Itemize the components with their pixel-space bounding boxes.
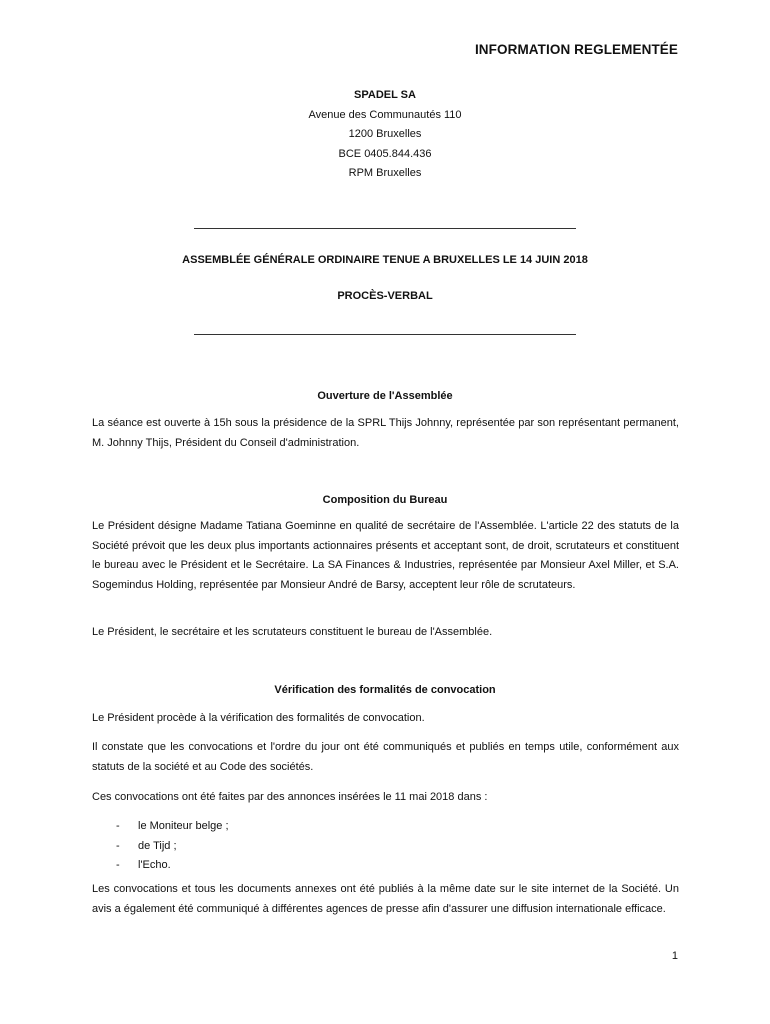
section-title-bureau: Composition du Bureau	[322, 494, 448, 506]
divider-bottom	[194, 334, 576, 335]
company-name: SPADEL SA	[354, 89, 416, 101]
section-title-opening: Ouverture de l'Assemblée	[317, 390, 453, 402]
list-item	[92, 856, 679, 876]
verification-paragraph-4: Les convocations et tous les documents annexes ont été publiés à la même date sur le site internet de la Société. Un avis a également été communiqué à différentes agences de presse afin d'assurer une diffusion internationale efficace.	[92, 883, 679, 915]
list-item	[92, 837, 679, 857]
bullet-dash: -	[116, 820, 120, 832]
list-item-text: de Tijd ;	[138, 839, 177, 852]
bullet-dash: -	[116, 859, 120, 871]
company-street: Avenue des Communautés 110	[308, 108, 462, 121]
opening-paragraph: La séance est ouverte à 15h sous la présidence de la SPRL Thijs Johnny, représentée par son représentant permanent, M. Johnny Thijs, Président du Conseil d'administration.	[92, 417, 679, 449]
verification-paragraph-2: Il constate que les convocations et l'ordre du jour ont été communiqués et publiés en temps utile, conformément aux statuts de la société et au Code des sociétés.	[92, 741, 679, 773]
verification-paragraph-3: Ces convocations ont été faites par des annonces insérées le 11 mai 2018 dans :	[92, 791, 488, 803]
bureau-paragraph-1: Le Président désigne Madame Tatiana Goeminne en qualité de secrétaire de l'Assemblée. L'article 22 des statuts de la Société prévoit que les deux plus importants actionnaires présents et acceptant sont, de droit, scrutateurs et constituent le bureau avec le Président et le Secrétaire. La SA Finances & Industries, représentée par Monsieur Axel Miller, et S.A. Sogemindus Holding, représentée par Monsieur André de Barsy, acceptent leur rôle de scrutateurs.	[92, 520, 679, 591]
company-address-block	[0, 86, 770, 184]
bullet-dash: -	[116, 839, 120, 852]
list-item-text: le Moniteur belge ;	[138, 820, 229, 832]
section-title-verification: Vérification des formalités de convocation	[274, 684, 496, 696]
list-item	[92, 817, 679, 837]
meeting-subtitle: PROCÈS-VERBAL	[337, 290, 433, 302]
bureau-paragraph-2: Le Président, le secrétaire et les scrutateurs constituent le bureau de l'Assemblée.	[92, 626, 493, 638]
company-city: 1200 Bruxelles	[348, 128, 422, 140]
page-number: 1	[671, 950, 678, 962]
newspaper-list	[92, 817, 679, 876]
verification-paragraph-1: Le Président procède à la vérification des formalités de convocation.	[92, 712, 425, 724]
list-item-text: l'Echo.	[138, 859, 171, 871]
regulated-information-label: INFORMATION REGLEMENTÉE	[474, 42, 678, 57]
company-rpm: RPM Bruxelles	[348, 167, 422, 179]
meeting-title: ASSEMBLÉE GÉNÉRALE ORDINAIRE TENUE A BRUXELLES LE 14 JUIN 2018	[182, 254, 588, 266]
company-bce: BCE 0405.844.436	[338, 147, 432, 160]
divider-top	[194, 228, 576, 229]
